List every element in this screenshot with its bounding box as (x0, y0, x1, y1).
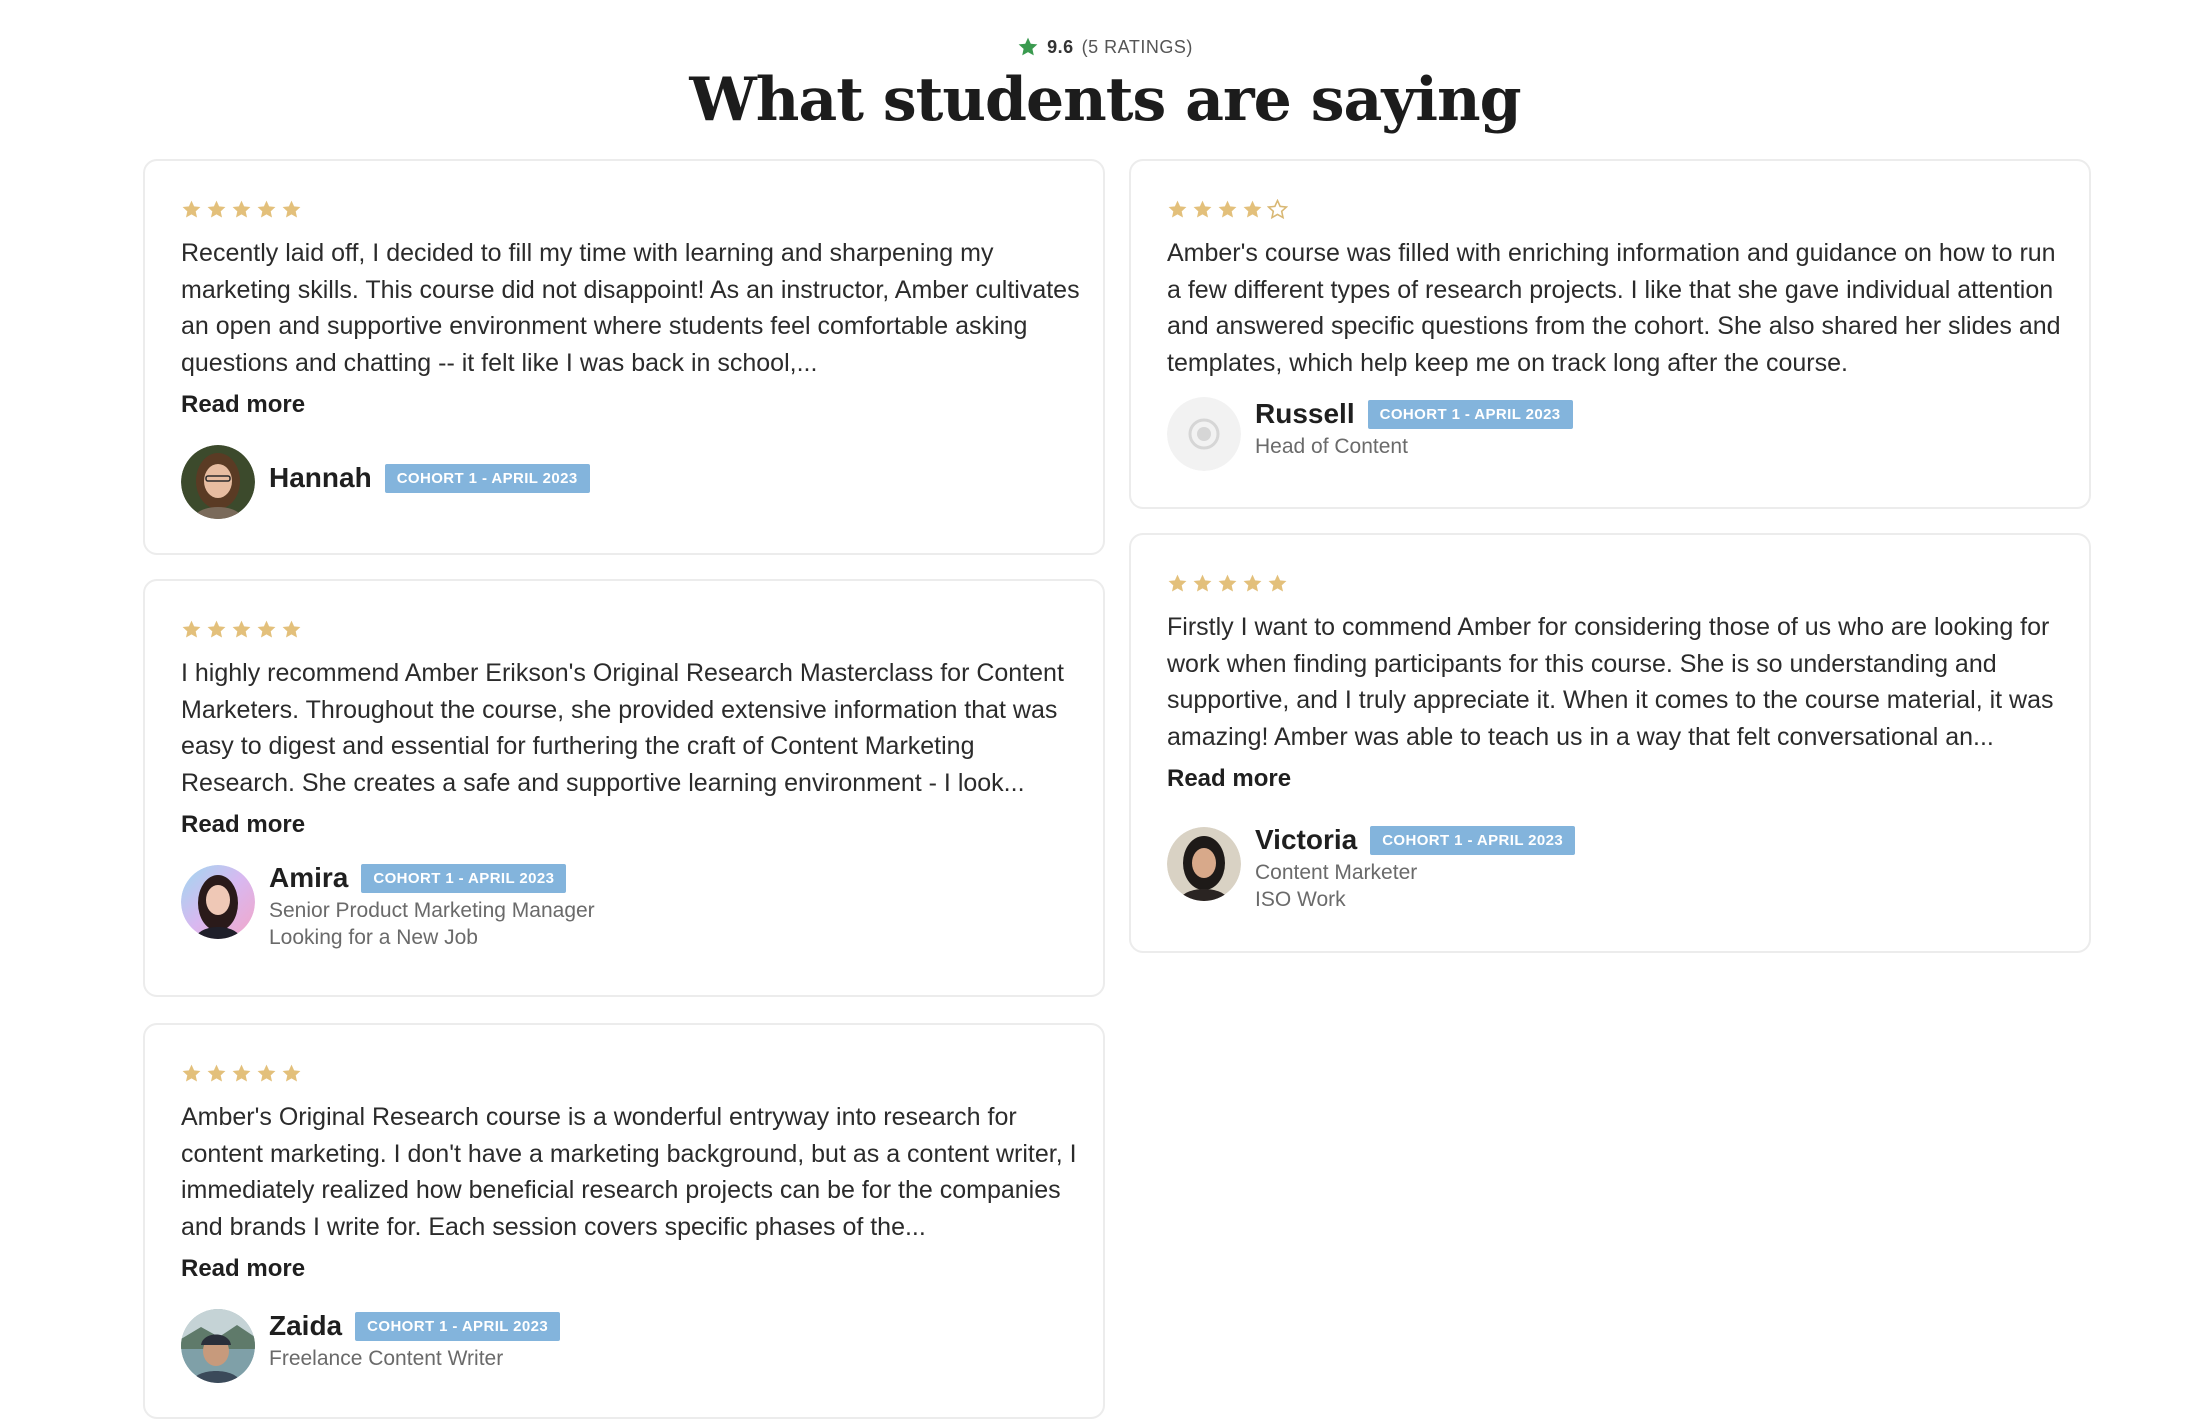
star-filled-icon (1167, 199, 1188, 220)
read-more-link[interactable]: Read more (181, 811, 306, 838)
cohort-badge: COHORT 1 - APRIL 2023 (361, 864, 566, 893)
star-filled-icon (1217, 199, 1238, 220)
cohort-badge: COHORT 1 - APRIL 2023 (1370, 826, 1575, 855)
star-filled-icon (1242, 573, 1263, 594)
review-card (143, 579, 1105, 997)
average-score: 9.6 (1047, 36, 1074, 57)
star-rating (1167, 573, 1288, 594)
star-rating (181, 199, 302, 220)
author-role: Looking for a New Job (269, 926, 478, 949)
star-filled-icon (281, 199, 302, 220)
author-role: ISO Work (1255, 888, 1346, 911)
review-card (1129, 159, 2091, 509)
author-role: Senior Product Marketing Manager (269, 899, 595, 922)
rating-summary (0, 36, 2210, 58)
review-card (143, 159, 1105, 555)
review-text: Firstly I want to commend Amber for considering those of us who are looking for work when finding participants for this course. She is so understanding and supportive, and I truly appreciate it. When it comes to the course material, it was amazing! Amber was able to teach us in a way that felt conversational an... (1167, 613, 2054, 751)
author-role: Content Marketer (1255, 861, 1418, 884)
review-text: Amber's course was filled with enriching information and guidance on how to run a few different types of research projects. I like that she gave individual attention and answered specific questions from the cohort. She also shared her slides and templates, which help keep me on track long after the course. (1167, 239, 2061, 377)
review-author (1167, 824, 1575, 913)
review-author (1167, 397, 1573, 471)
avatar (1167, 827, 1241, 901)
read-more-link[interactable]: Read more (181, 391, 306, 418)
review-author (181, 1309, 560, 1383)
avatar (181, 445, 255, 519)
star-filled-icon (1167, 573, 1188, 594)
star-empty-icon (1267, 199, 1288, 220)
read-more-link[interactable]: Read more (1167, 765, 1292, 792)
cohort-badge: COHORT 1 - APRIL 2023 (355, 1312, 560, 1341)
star-filled-icon (256, 619, 277, 640)
star-filled-icon (281, 619, 302, 640)
star-filled-icon (206, 1063, 227, 1084)
star-filled-icon (256, 199, 277, 220)
avatar (181, 1309, 255, 1383)
author-name: Hannah (269, 462, 372, 493)
star-filled-icon (1192, 573, 1213, 594)
ratings-count: (5 RATINGS) (1081, 36, 1193, 57)
star-rating (1167, 199, 1288, 220)
review-author (181, 862, 595, 951)
author-name: Victoria (1255, 824, 1358, 855)
star-filled-icon (181, 199, 202, 220)
star-rating (181, 1063, 302, 1084)
default-avatar-icon (1167, 397, 1241, 471)
cohort-badge: COHORT 1 - APRIL 2023 (385, 464, 590, 493)
star-filled-icon (256, 1063, 277, 1084)
star-filled-icon (231, 619, 252, 640)
review-text: I highly recommend Amber Erikson's Original Research Masterclass for Content Marketers. Throughout the course, she provided extensive information that was easy to digest and essential for furthering the craft of Content Marketing Research. She creates a safe and supportive learning environment - I look... (181, 659, 1064, 797)
star-filled-icon (231, 1063, 252, 1084)
review-card (143, 1023, 1105, 1419)
review-text: Recently laid off, I decided to fill my time with learning and sharpening my marketing skills. This course did not disappoint! As an instructor, Amber cultivates an open and supportive environment where students feel comfortable asking questions and chatting -- it felt like I was back in school,... (181, 239, 1080, 377)
page-title: What students are saying (689, 65, 1521, 135)
author-name: Zaida (269, 1310, 343, 1341)
avatar (181, 865, 255, 939)
read-more-link[interactable]: Read more (181, 1255, 306, 1282)
star-filled-icon (1242, 199, 1263, 220)
star-filled-icon (281, 1063, 302, 1084)
author-role: Freelance Content Writer (269, 1347, 504, 1370)
cohort-badge: COHORT 1 - APRIL 2023 (1368, 400, 1573, 429)
review-card (1129, 533, 2091, 953)
author-name: Russell (1255, 398, 1355, 429)
star-filled-icon (1267, 573, 1288, 594)
star-filled-icon (1192, 199, 1213, 220)
star-filled-icon (206, 619, 227, 640)
star-filled-icon (206, 199, 227, 220)
review-author (181, 445, 590, 519)
review-text: Amber's Original Research course is a wonderful entryway into research for content marketing. I don't have a marketing background, but as a content writer, I immediately realized how beneficial research projects can be for the companies and brands I write for. Each session covers specific phases of the... (181, 1103, 1077, 1241)
author-role: Head of Content (1255, 435, 1408, 458)
star-filled-icon (181, 619, 202, 640)
star-rating (181, 619, 302, 640)
star-icon (1017, 36, 1039, 58)
star-filled-icon (231, 199, 252, 220)
author-name: Amira (269, 862, 349, 893)
star-filled-icon (181, 1063, 202, 1084)
star-filled-icon (1217, 573, 1238, 594)
